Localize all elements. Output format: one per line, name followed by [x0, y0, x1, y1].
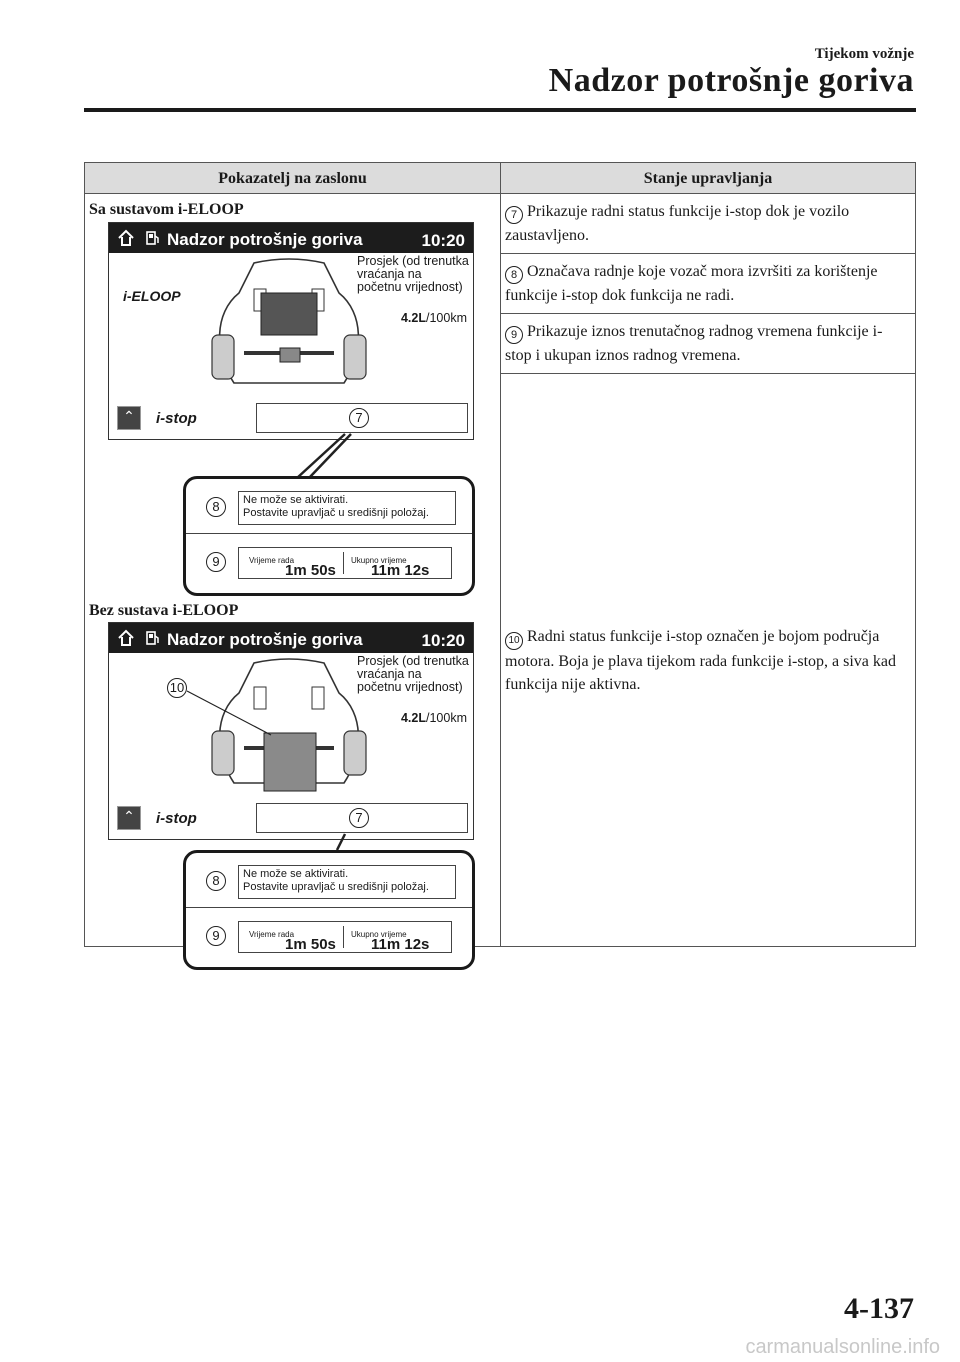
work-time-value: 1m 50s	[285, 936, 336, 953]
fuel-pump-icon	[145, 230, 161, 246]
marker-10: 10	[167, 678, 187, 698]
section-subtitle: Tijekom vožnje	[814, 46, 914, 62]
panel-divider	[186, 907, 472, 908]
marker-10-leader	[185, 689, 275, 739]
watermark: carmanualsonline.info	[745, 1336, 940, 1358]
info-table	[84, 162, 916, 953]
desc-row-7	[501, 194, 916, 254]
marker-8: 8	[505, 266, 523, 284]
average-number: 4.2L	[400, 711, 426, 725]
page-number: 4-137	[844, 1292, 914, 1325]
figure-cell	[85, 194, 501, 953]
popup-panel-no-eloop	[183, 850, 475, 970]
callout-pointer	[295, 432, 355, 480]
total-time-label: Ukupno vrijeme	[351, 556, 407, 565]
car-illustration	[204, 253, 374, 403]
marker-7: 7	[505, 206, 523, 224]
display-screen-no-eloop	[108, 622, 474, 840]
screen-clock: 10:20	[421, 231, 465, 250]
marker-8: 8	[206, 871, 226, 891]
average-unit: /100km	[426, 311, 467, 325]
desc-row-8	[501, 254, 916, 314]
average-label: Prosjek (od trenutka vraćanja na početnu vrijednost)	[357, 654, 469, 694]
fuel-pump-icon	[145, 630, 161, 646]
marker-9: 9	[206, 926, 226, 946]
panel-message-line1: Ne može se aktivirati.	[243, 494, 349, 506]
screen-title: Nadzor potrošnje goriva	[167, 230, 363, 249]
desc-text-8: Označava radnje koje vozač mora izvršiti za korištenje funkcije i-stop dok funkcija ne radi.	[505, 263, 878, 304]
screen-clock: 10:20	[421, 631, 465, 650]
time-divider	[343, 552, 344, 574]
callout-pointer	[295, 832, 355, 852]
screen-title: Nadzor potrošnje goriva	[167, 630, 363, 649]
average-unit: /100km	[426, 711, 467, 725]
average-number: 4.2L	[400, 311, 426, 325]
screen-title-bar	[109, 223, 473, 253]
col-header-status: Stanje upravljanja	[501, 163, 916, 194]
popup-panel-eloop	[183, 476, 475, 596]
time-divider	[343, 926, 344, 948]
panel-message	[238, 865, 456, 899]
home-icon	[117, 229, 135, 247]
chevron-up-icon: ⌃	[117, 806, 141, 830]
istop-row	[114, 403, 466, 433]
panel-message-line2: Postavite upravljač u središnji položaj.	[243, 506, 429, 519]
panel-message-line1: Ne može se aktivirati.	[243, 868, 349, 880]
marker-8: 8	[206, 497, 226, 517]
marker-9: 9	[505, 326, 523, 344]
marker-10: 10	[505, 632, 523, 650]
total-time-value: 11m 12s	[371, 936, 430, 953]
eloop-label: i-ELOOP	[123, 288, 181, 304]
total-time-label: Ukupno vrijeme	[351, 930, 407, 939]
desc-row-9	[501, 314, 916, 374]
panel-time-box	[238, 921, 452, 953]
panel-divider	[186, 533, 472, 534]
work-time-label: Vrijeme rada	[249, 556, 295, 565]
total-time-value: 11m 12s	[371, 562, 430, 579]
section-label-without-eloop: Bez sustava i-ELOOP	[89, 602, 239, 619]
desc-text-9: Prikazuje iznos trenutačnog radnog vremena funkcije i-stop i ukupan iznos radnog vremena.	[505, 323, 883, 364]
chevron-up-icon: ⌃	[117, 406, 141, 430]
desc-row-10	[501, 374, 916, 947]
display-screen-eloop	[108, 222, 474, 440]
work-time-value: 1m 50s	[285, 562, 336, 579]
header-rule	[84, 108, 916, 112]
desc-text-7: Prikazuje radni status funkcije i-stop dok je vozilo zaustavljeno.	[505, 203, 850, 244]
col-header-indicator: Pokazatelj na zaslonu	[85, 163, 501, 194]
average-value	[377, 707, 467, 730]
average-value	[377, 307, 467, 330]
istop-row	[114, 803, 466, 833]
screen-title-bar	[109, 623, 473, 653]
marker-7: 7	[349, 408, 369, 428]
home-icon	[117, 629, 135, 647]
desc-text-10: Radni status funkcije i-stop označen je bojom područja motora. Boja je plava tijekom rada funkcije i-stop, a siva kad funkcija nije aktivna.	[505, 627, 896, 693]
panel-message-line2: Postavite upravljač u središnji položaj.	[243, 880, 429, 893]
work-time-label: Vrijeme rada	[249, 930, 295, 939]
marker-9: 9	[206, 552, 226, 572]
marker-7: 7	[349, 808, 369, 828]
istop-label: i-stop	[156, 810, 197, 827]
average-label: Prosjek (od trenutka vraćanja na početnu vrijednost)	[357, 254, 469, 294]
section-label-with-eloop: Sa sustavom i-ELOOP	[89, 201, 244, 218]
panel-time-box	[238, 547, 452, 579]
istop-label: i-stop	[156, 410, 197, 427]
panel-message	[238, 491, 456, 525]
page-title: Nadzor potrošnje goriva	[548, 62, 914, 99]
